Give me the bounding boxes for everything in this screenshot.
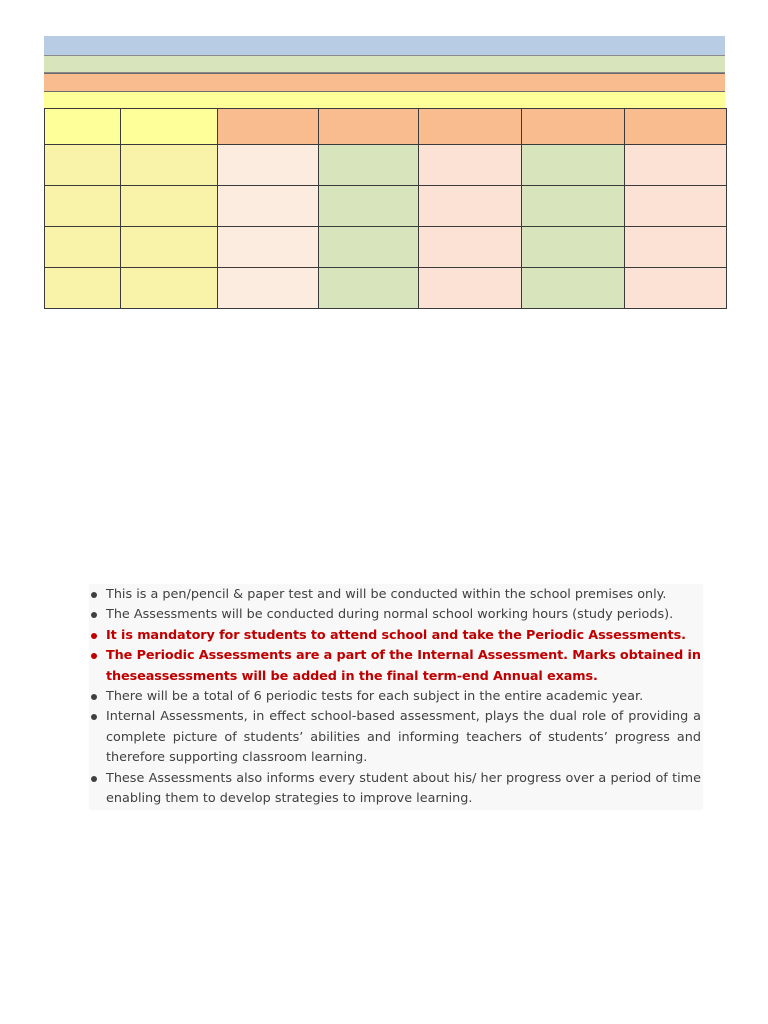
table-cell xyxy=(419,268,522,309)
table-cell xyxy=(522,268,625,309)
table-cell xyxy=(625,145,727,186)
table-cell xyxy=(218,145,319,186)
table-cell xyxy=(218,268,319,309)
bullet-icon xyxy=(91,633,97,639)
table-cell xyxy=(319,186,419,227)
header-cell-1 xyxy=(45,109,121,145)
list-item xyxy=(89,687,701,707)
assessment-notes xyxy=(89,584,703,810)
list-item xyxy=(89,605,701,625)
header-cell-2 xyxy=(121,109,218,145)
table-row xyxy=(45,268,727,309)
list-item-text: There will be a total of 6 periodic tests for each subject in the entire academic year. xyxy=(106,689,644,705)
table-cell xyxy=(625,227,727,268)
table-cell xyxy=(45,268,121,309)
table-cell xyxy=(522,186,625,227)
header-band-green xyxy=(44,56,725,73)
table-cell xyxy=(419,227,522,268)
list-item xyxy=(89,626,701,646)
table-cell xyxy=(45,145,121,186)
bullet-icon xyxy=(91,612,97,618)
header-cell-4 xyxy=(319,109,419,145)
table-cell xyxy=(419,186,522,227)
table-cell xyxy=(45,227,121,268)
table-header-row xyxy=(45,109,727,145)
list-item xyxy=(89,646,701,687)
header-cell-6 xyxy=(522,109,625,145)
table-cell xyxy=(121,186,218,227)
table-cell xyxy=(522,227,625,268)
table-cell xyxy=(218,227,319,268)
list-item-text: It is mandatory for students to attend school and take the Periodic Assessments. xyxy=(106,627,686,643)
bullet-icon xyxy=(91,592,97,598)
table-cell xyxy=(45,186,121,227)
table-cell xyxy=(625,268,727,309)
bullet-icon xyxy=(91,694,97,700)
header-cell-5 xyxy=(419,109,522,145)
list-item-text: These Assessments also informs every student about his/ her progress over a period of time enabling them to develop strategies to improve learning. xyxy=(106,770,701,807)
header-band-yellow xyxy=(44,92,725,109)
header-cell-3 xyxy=(218,109,319,145)
list-item-text: The Periodic Assessments are a part of the Internal Assessment. Marks obtained in theseassessments will be added in the final term-end Annual exams. xyxy=(106,648,701,684)
list-item xyxy=(89,769,701,810)
table-cell xyxy=(121,227,218,268)
table-cell xyxy=(419,145,522,186)
list-item-text: The Assessments will be conducted during normal school working hours (study periods). xyxy=(106,607,674,623)
table-row xyxy=(45,186,727,227)
header-band-orange xyxy=(44,73,725,92)
bullet-icon xyxy=(91,714,97,720)
table-cell xyxy=(522,145,625,186)
table-cell xyxy=(121,145,218,186)
table-cell xyxy=(121,268,218,309)
list-item xyxy=(89,585,701,605)
table-cell xyxy=(319,268,419,309)
table-cell xyxy=(218,186,319,227)
header-cell-7 xyxy=(625,109,727,145)
schedule-table xyxy=(44,108,727,309)
list-item xyxy=(89,707,701,768)
bullet-icon xyxy=(91,776,97,782)
list-item-text: Internal Assessments, in effect school-based assessment, plays the dual role of providing a complete picture of students’ abilities and informing teachers of students’ progress and therefore supporting classroom learning. xyxy=(106,709,701,766)
header-band-blue xyxy=(44,36,725,56)
list-item-text: This is a pen/pencil & paper test and will be conducted within the school premises only. xyxy=(106,587,667,602)
table-cell xyxy=(319,145,419,186)
table-cell xyxy=(625,186,727,227)
bullet-icon xyxy=(91,653,97,659)
table-row xyxy=(45,227,727,268)
table-row xyxy=(45,145,727,186)
table-cell xyxy=(319,227,419,268)
notes-list xyxy=(89,585,701,809)
